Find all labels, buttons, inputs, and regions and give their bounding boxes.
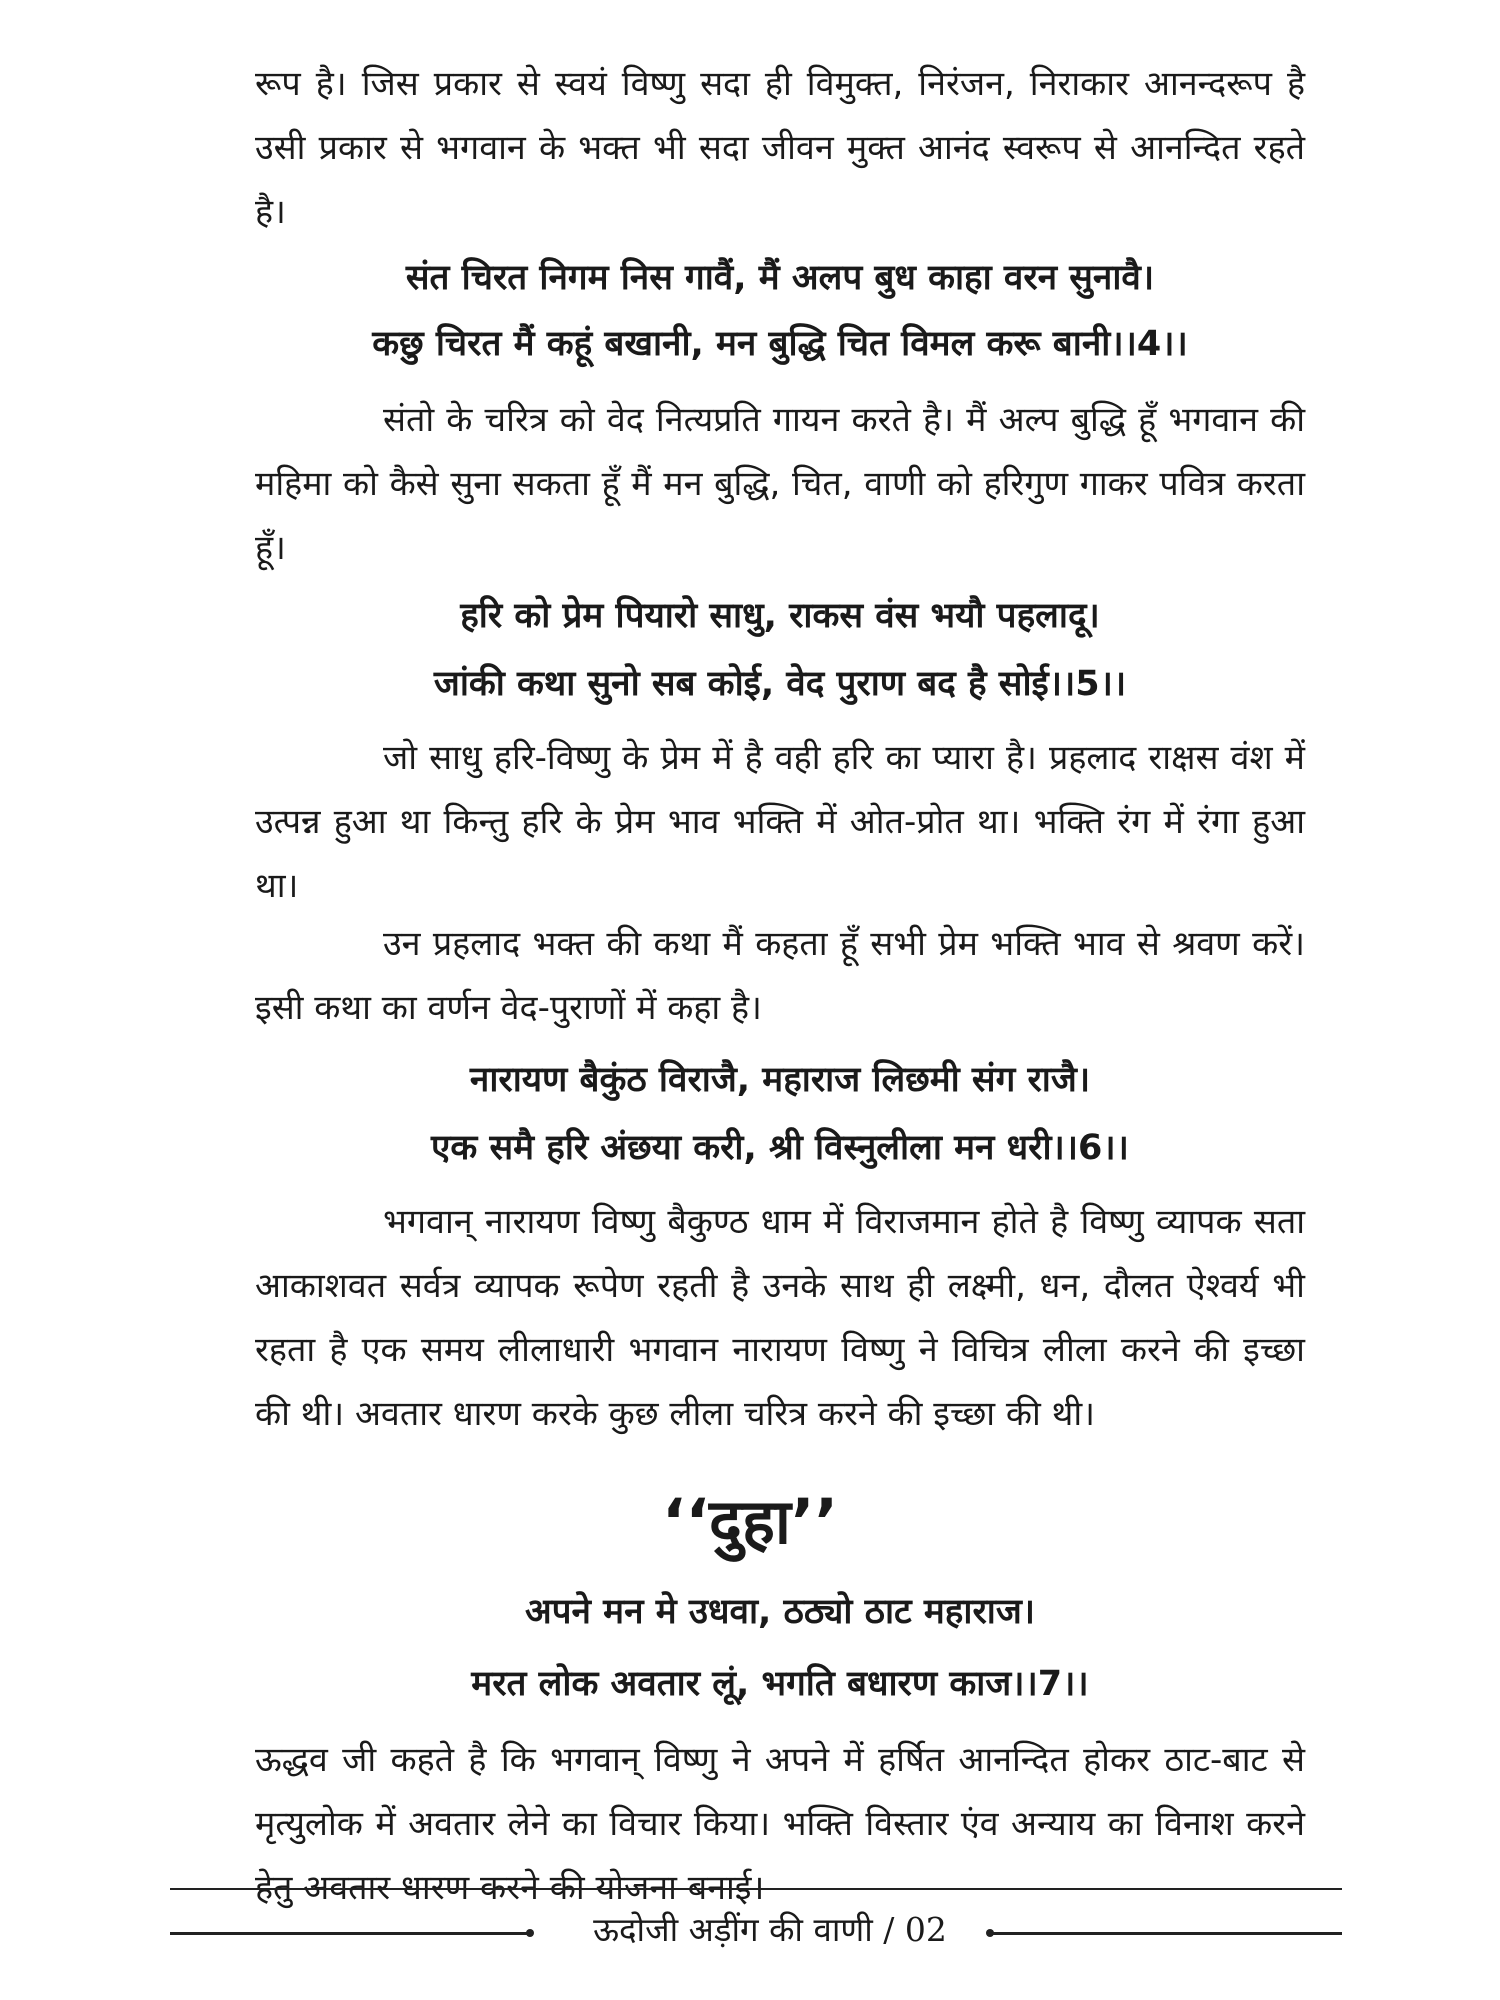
verse-7-line-1: अपने मन मे उधवा, ठठ्यो ठाट महाराज।	[524, 1592, 1036, 1632]
verse-5-line-2: जांकी कथा सुनो सब कोई, वेद पुराण बद है सोई।।5।।	[433, 664, 1127, 704]
paragraph-prahlad-katha: उन प्रहलाद भक्त की कथा मैं कहता हूँ सभी प्रेम भक्ति भाव से श्रवण करें। इसी कथा का वर्णन वेद-पुराणों में कहा है।	[255, 924, 1305, 1028]
verse-4-line-2: कछु चिरत मैं कहूं बखानी, मन बुद्धि चित विमल करू बानी।।4।।	[372, 324, 1188, 364]
paragraph-verse-6-meaning: भगवान् नारायण विष्णु बैकुण्ठ धाम में विराजमान होते है विष्णु व्यापक सता आकाशवत सर्वत्र व्यापक रूपेण रहती है उनके साथ ही लक्ष्मी, धन, दौलत ऐश्वर्य भी रहता है एक समय लीलाधारी भगवान नारायण विष्णु ने विचित्र लीला करने की इच्छा की थी। अवतार धारण करके कुछ लीला चरित्र करने की इच्छा की थी।	[255, 1202, 1305, 1434]
paragraph-intro: रूप है। जिस प्रकार से स्वयं विष्णु सदा ही विमुक्त, निरंजन, निराकार आनन्दरूप है उसी प्रकार से भगवान के भक्त भी सदा जीवन मुक्त आनंद स्वरूप से आनन्दित रहते है।	[255, 64, 1305, 232]
paragraph-verse-4-meaning: संतो के चरित्र को वेद नित्यप्रति गायन करते है। मैं अल्प बुद्धि हूँ भगवान की महिमा को कैसे सुना सकता हूँ मैं मन बुद्धि, चित, वाणी को हरिगुण गाकर पवित्र करता हूँ।	[255, 400, 1305, 568]
verse-6-line-2: एक समै हरि अंछया करी, श्री विस्नुलीला मन धरी।।6।।	[431, 1128, 1129, 1168]
verse-6-line-1: नारायण बैकुंठ विराजै, महाराज लिछमी संग राजै।	[469, 1060, 1091, 1100]
footer-ornament-line-left	[170, 1932, 530, 1935]
footer-book-title-page-number: ऊदोजी अड़ींग की वाणी / 02	[593, 1910, 947, 1949]
verse-7-line-2: मरत लोक अवतार लूं, भगति बधारण काज।।7।।	[471, 1664, 1089, 1704]
footer-ornament-line-right	[990, 1932, 1342, 1935]
footer-ornament-dot-left	[526, 1929, 534, 1937]
verse-5-line-1: हरि को प्रेम पियारो साधु, राकस वंस भयौ पहलादू।	[460, 596, 1100, 636]
paragraph-verse-5-meaning: जो साधु हरि-विष्णु के प्रेम में है वही हरि का प्यारा है। प्रहलाद राक्षस वंश में उत्पन्न हुआ था किन्तु हरि के प्रेम भाव भक्ति में ओत-प्रोत था। भक्ति रंग में रंगा हुआ था।	[255, 738, 1305, 906]
footer-divider	[170, 1888, 1342, 1890]
section-heading-duha: ‘‘दुहा’’	[661, 1485, 839, 1558]
paragraph-verse-7-meaning: ऊद्धव जी कहते है कि भगवान् विष्णु ने अपने में हर्षित आनन्दित होकर ठाट-बाट से मृत्युलोक में अवतार लेने का विचार किया। भक्ति विस्तार एंव अन्याय का विनाश करने हेतु अवतार धारण करने की योजना बनाई।	[255, 1740, 1305, 1908]
verse-4-line-1: संत चिरत निगम निस गावैं, मैं अलप बुध काहा वरन सुनावै।	[405, 258, 1155, 298]
